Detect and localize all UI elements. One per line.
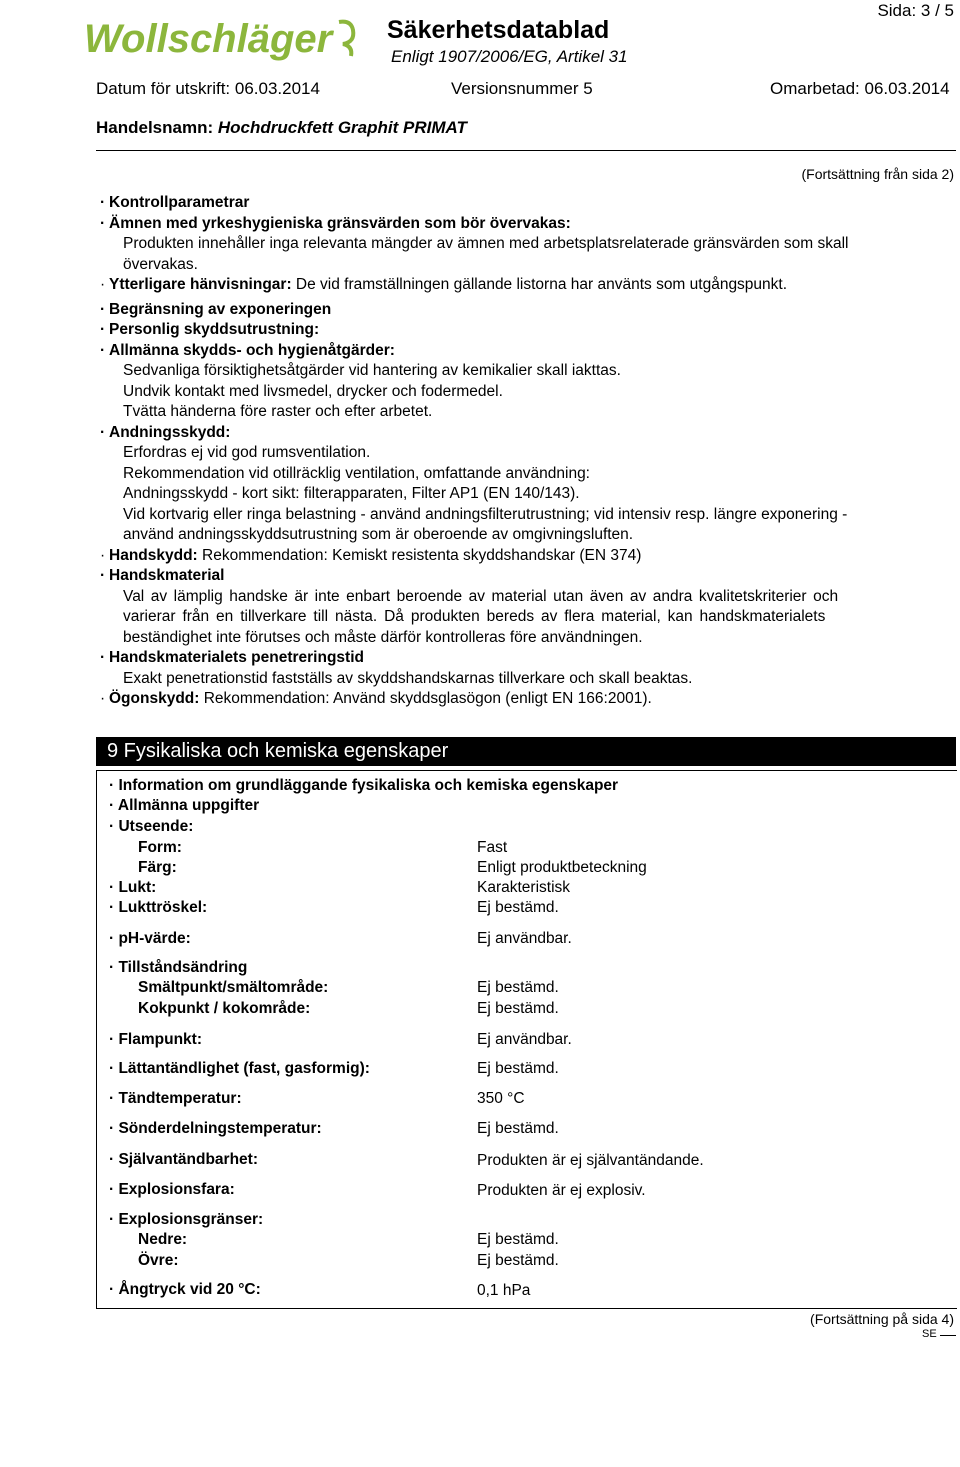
andning-text-2: Rekommendation vid otillräcklig ventilation, omfattande användning:	[123, 464, 590, 482]
logo-wordmark: Wollschläger	[84, 17, 333, 61]
sonderdelning-label: · Sönderdelningstemperatur:	[109, 1120, 322, 1137]
begransning-heading: · Begränsning av exponeringen	[100, 300, 332, 318]
lukttroskel-value: Ej bestämd.	[477, 899, 559, 916]
explosionsgranser-heading: · Explosionsgränser:	[109, 1211, 264, 1228]
tandtemperatur-label: · Tändtemperatur:	[109, 1090, 242, 1107]
tandtemperatur-value: 350 °C	[477, 1090, 525, 1107]
kok-label: Kokpunkt / kokområde:	[138, 1000, 311, 1017]
print-date: Datum för utskrift: 06.03.2014	[96, 79, 320, 98]
lukt-value: Karakteristisk	[477, 879, 571, 896]
smalt-value: Ej bestämd.	[477, 979, 559, 996]
amnen-text-2: övervakas.	[123, 255, 198, 273]
form-label: Form:	[138, 839, 182, 856]
allmanna-text-3: Tvätta händerna före raster och efter arbetet.	[123, 403, 433, 420]
sonderdelning-value: Ej bestämd.	[477, 1120, 559, 1137]
sjalvantandbarhet-label: · Självantändbarhet:	[109, 1151, 258, 1168]
language-code: SE	[922, 1328, 937, 1340]
document-title: Säkerhetsdatablad	[387, 16, 610, 44]
utseende-heading: · Utseende:	[109, 818, 194, 835]
version-number: Versionsnummer 5	[451, 79, 593, 98]
sjalvantandbarhet-value: Produkten är ej självantändande.	[477, 1152, 704, 1169]
trade-name	[96, 118, 467, 138]
ph-label: · pH-värde:	[109, 930, 191, 947]
header-divider	[96, 150, 956, 151]
ovre-value: Ej bestämd.	[477, 1252, 559, 1269]
kok-value: Ej bestämd.	[477, 1000, 559, 1017]
form-value: Fast	[477, 839, 508, 856]
flampunkt-value: Ej användbar.	[477, 1031, 572, 1048]
flampunkt-label: · Flampunkt:	[109, 1031, 202, 1048]
amnen-text-1: Produkten innehåller inga relevanta mängder av ämnen med arbetsplatsrelaterade gränsvärden som skall	[123, 235, 849, 252]
logo-swoosh-icon	[339, 22, 353, 56]
lukttroskel-label: · Lukttröskel:	[109, 899, 208, 916]
trade-name-label: Handelsnamn:	[96, 118, 218, 137]
andning-text-3: Andningsskydd - kort sikt: filterapparaten, Filter AP1 (EN 140/143).	[123, 485, 580, 502]
andningsskydd-heading: · Andningsskydd:	[100, 423, 231, 441]
section-9-title: 9 Fysikaliska och kemiska egenskaper	[96, 737, 956, 766]
section-8-content	[100, 193, 957, 710]
ogonskydd-row: · Ögonskydd: Rekommendation: Använd skyddsglasögon (enligt EN 166:2001).	[100, 690, 652, 707]
continued-to: (Fortsättning på sida 4)	[810, 1311, 954, 1327]
revised-date: Omarbetad: 06.03.2014	[770, 79, 950, 98]
nedre-value: Ej bestämd.	[477, 1231, 559, 1248]
farg-label: Färg:	[138, 859, 177, 876]
angtryck-label: · Ångtryck vid 20 °C:	[109, 1281, 261, 1298]
ph-value: Ej användbar.	[477, 930, 572, 947]
allmanna-text-2: Undvik kontakt med livsmedel, drycker och fodermedel.	[123, 382, 503, 400]
smalt-label: Smältpunkt/smältområde:	[138, 979, 329, 996]
andning-text-1: Erfordras ej vid god rumsventilation.	[123, 444, 371, 461]
handskmaterial-text-1: Val av lämplig handske är inte enbart beroende av material utan även av andra kvalitetskriterier och	[123, 587, 839, 605]
document-subtitle: Enligt 1907/2006/EG, Artikel 31	[391, 47, 628, 66]
penetreringstid-heading: · Handskmaterialets penetreringstid	[100, 649, 364, 666]
lattantandlighet-value: Ej bestämd.	[477, 1060, 559, 1077]
lattantandlighet-label: · Lättantändlighet (fast, gasformig):	[109, 1060, 370, 1077]
company-logo	[84, 14, 366, 62]
andning-text-4: Vid kortvarig eller ringa belastning - använd andningsfilterutrustning; vid intensiv resp. längre exponering -	[123, 505, 848, 523]
kontrollparametrar-heading: · Kontrollparametrar	[100, 194, 250, 211]
allmanna-uppgifter-heading: · Allmänna uppgifter	[109, 797, 260, 814]
allmanna-heading: · Allmänna skydds- och hygienåtgärder:	[100, 341, 395, 359]
ovre-label: Övre:	[138, 1252, 179, 1269]
penetreringstid-text: Exakt penetrationstid fastställs av skyddshandskarnas tillverkare och skall beaktas.	[123, 669, 693, 687]
footer-line	[940, 1335, 956, 1336]
trade-name-value: Hochdruckfett Graphit PRIMAT	[217, 118, 467, 137]
info-heading: · Information om grundläggande fysikaliska och kemiska egenskaper	[109, 777, 619, 794]
tillstand-heading: · Tillståndsändring	[109, 959, 248, 976]
handskmaterial-text-3: beständighet inte förutses och måste därför kontrolleras före användningen.	[123, 628, 643, 646]
handskmaterial-text-2: varierar från en tillverkare till nästa. Då produkten bereds av flera material, kan handskmaterialets	[123, 608, 826, 625]
angtryck-value: 0,1 hPa	[477, 1282, 531, 1299]
explosionsfara-value: Produkten är ej explosiv.	[477, 1182, 646, 1199]
personlig-heading: · Personlig skyddsutrustning:	[100, 321, 320, 338]
nedre-label: Nedre:	[138, 1231, 188, 1248]
continued-from: (Fortsättning från sida 2)	[801, 166, 954, 182]
logo-graphic	[84, 14, 366, 62]
explosionsfara-label: · Explosionsfara:	[109, 1181, 235, 1198]
farg-value: Enligt produktbeteckning	[477, 859, 647, 876]
handskydd-row: · Handskydd: Rekommendation: Kemiskt resistenta skyddshandskar (EN 374)	[100, 546, 642, 564]
page-number: Sida: 3 / 5	[877, 1, 954, 20]
handskmaterial-heading: · Handskmaterial	[100, 567, 225, 584]
amnen-heading: · Ämnen med yrkeshygieniska gränsvärden som bör övervakas:	[100, 214, 571, 232]
allmanna-text-1: Sedvanliga försiktighetsåtgärder vid hantering av kemikalier skall iakttas.	[123, 362, 621, 379]
ytterligare-row: · Ytterligare hänvisningar: De vid framställningen gällande listorna har använts som utgångspunkt.	[100, 276, 788, 293]
andning-text-5: använd andningsskyddsutrustning som är oberoende av omgivningsluften.	[123, 526, 634, 543]
lukt-label: · Lukt:	[109, 879, 157, 896]
